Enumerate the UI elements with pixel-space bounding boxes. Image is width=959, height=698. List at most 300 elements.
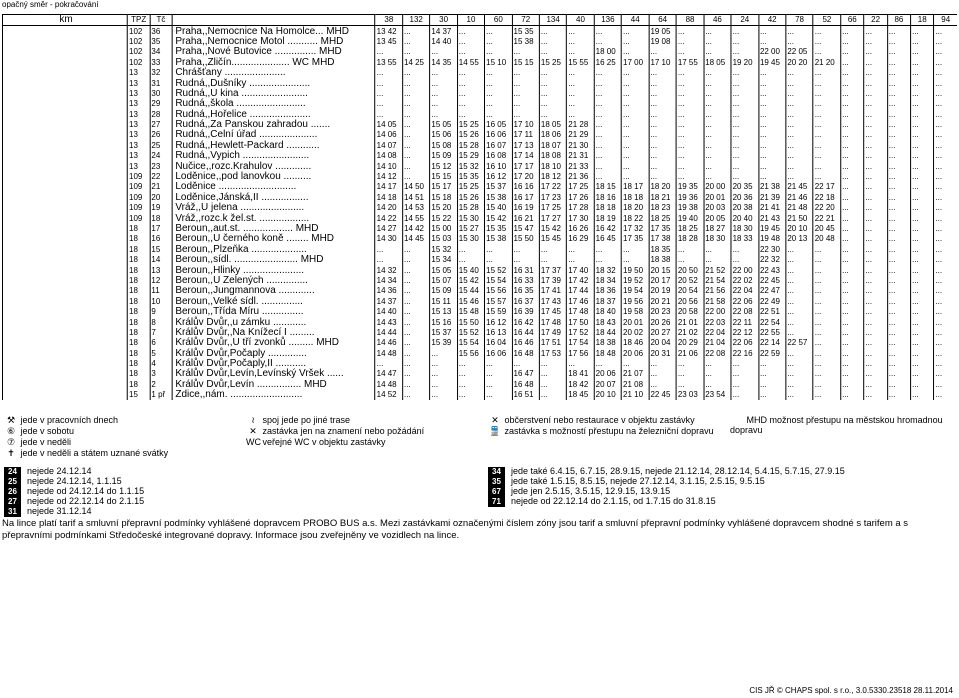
time-cell: 20 00: [704, 182, 731, 192]
tpz-cell: 13: [128, 68, 150, 78]
stop-name: Králův Dvůr,Počaply ..............: [172, 349, 375, 359]
time-cell: ...: [512, 359, 539, 369]
km-cell: [2, 172, 127, 182]
time-cell: 22 00: [704, 307, 731, 317]
time-cell: ...: [911, 265, 934, 275]
km-cell: [2, 37, 127, 47]
time-cell: ...: [934, 151, 957, 161]
time-cell: ...: [649, 141, 676, 151]
time-cell: 22 57: [786, 338, 813, 348]
time-cell: 15 50: [457, 317, 484, 327]
time-cell: ...: [841, 359, 864, 369]
time-cell: ...: [457, 369, 484, 379]
time-cell: ...: [864, 110, 887, 120]
time-cell: ...: [864, 120, 887, 130]
time-cell: ...: [567, 68, 594, 78]
time-cell: ...: [485, 380, 512, 390]
time-cell: 16 25: [594, 58, 621, 68]
time-cell: 21 33: [567, 161, 594, 171]
km-cell: [2, 286, 127, 296]
time-cell: 15 55: [567, 58, 594, 68]
header-train-number: 52: [813, 15, 840, 26]
legend-right: [488, 415, 718, 437]
km-cell: [2, 182, 127, 192]
table-row: [2, 182, 957, 192]
time-cell: ...: [704, 120, 731, 130]
time-cell: ...: [731, 78, 758, 88]
time-cell: ...: [813, 245, 840, 255]
time-cell: ...: [622, 89, 649, 99]
km-cell: [2, 245, 127, 255]
time-cell: ...: [539, 245, 566, 255]
time-cell: ...: [887, 141, 910, 151]
time-cell: ...: [704, 245, 731, 255]
tpz-cell: 102: [128, 37, 150, 47]
time-cell: 21 28: [567, 120, 594, 130]
time-cell: 15 06: [430, 130, 457, 140]
time-cell: ...: [813, 130, 840, 140]
time-cell: ...: [758, 172, 785, 182]
stop-name: Chrášťany ......................: [172, 68, 375, 78]
time-cell: ...: [567, 78, 594, 88]
time-cell: ...: [887, 161, 910, 171]
time-cell: ...: [934, 234, 957, 244]
time-cell: 15 54: [457, 338, 484, 348]
code-item: [488, 486, 958, 496]
time-cell: ...: [911, 307, 934, 317]
time-cell: ...: [813, 255, 840, 265]
time-cell: 15 39: [430, 338, 457, 348]
code-item: [4, 486, 474, 496]
time-cell: 17 35: [622, 234, 649, 244]
time-cell: ...: [864, 349, 887, 359]
time-cell: 15 13: [430, 307, 457, 317]
time-cell: 14 37: [375, 297, 402, 307]
time-cell: 18 18: [594, 203, 621, 213]
time-cell: ...: [841, 172, 864, 182]
time-cell: ...: [567, 47, 594, 57]
time-cell: 15 08: [430, 141, 457, 151]
time-cell: ...: [403, 37, 430, 47]
time-cell: 14 32: [375, 265, 402, 275]
time-cell: 20 52: [676, 276, 703, 286]
time-cell: 17 32: [622, 224, 649, 234]
time-cell: ...: [887, 317, 910, 327]
time-cell: 14 37: [430, 26, 457, 37]
time-cell: ...: [786, 297, 813, 307]
time-cell: 18 00: [594, 47, 621, 57]
time-cell: 15 45: [539, 234, 566, 244]
code-badge: 31: [4, 507, 21, 517]
time-cell: 17 51: [539, 338, 566, 348]
tpz-cell: 13: [128, 89, 150, 99]
time-cell: 17 40: [567, 265, 594, 275]
time-cell: 14 36: [375, 286, 402, 296]
time-cell: ...: [676, 78, 703, 88]
code-badge: 34: [488, 467, 505, 477]
time-cell: ...: [403, 390, 430, 400]
time-cell: ...: [841, 120, 864, 130]
time-cell: 21 36: [567, 172, 594, 182]
header-train-number: 88: [676, 15, 703, 26]
time-cell: ...: [786, 68, 813, 78]
time-cell: 18 41: [567, 369, 594, 379]
tpz-cell: 13: [128, 130, 150, 140]
km-cell: [2, 213, 127, 223]
stop-name: Beroun,,sídl. ....................... MHD: [172, 255, 375, 265]
time-cell: ...: [375, 99, 402, 109]
stop-name: Vráž,,U jelena .......................: [172, 203, 375, 213]
time-cell: ...: [864, 213, 887, 223]
time-cell: ...: [911, 99, 934, 109]
time-cell: 22 08: [704, 349, 731, 359]
time-cell: 22 04: [704, 328, 731, 338]
time-cell: 17 22: [539, 182, 566, 192]
time-cell: 20 29: [676, 338, 703, 348]
time-cell: 22 54: [758, 317, 785, 327]
time-cell: ...: [539, 78, 566, 88]
code-item: [4, 496, 474, 506]
time-cell: ...: [731, 99, 758, 109]
time-cell: ...: [457, 37, 484, 47]
time-cell: ...: [403, 359, 430, 369]
time-cell: ...: [864, 328, 887, 338]
header-tpz: TPZ: [128, 15, 150, 26]
time-cell: ...: [841, 265, 864, 275]
time-cell: ...: [887, 47, 910, 57]
time-cell: 15 52: [485, 265, 512, 275]
time-cell: 18 20: [649, 182, 676, 192]
time-cell: 15 46: [457, 297, 484, 307]
time-cell: ...: [813, 390, 840, 400]
time-cell: ...: [911, 328, 934, 338]
time-cell: 20 54: [676, 286, 703, 296]
table-row: [2, 193, 957, 203]
time-cell: 17 17: [512, 161, 539, 171]
time-cell: ...: [887, 120, 910, 130]
legend-item: [4, 426, 234, 437]
time-cell: 21 56: [704, 286, 731, 296]
time-cell: ...: [485, 47, 512, 57]
time-cell: ...: [758, 37, 785, 47]
time-cell: 14 35: [430, 58, 457, 68]
time-cell: 14 30: [375, 234, 402, 244]
time-cell: ...: [622, 172, 649, 182]
stop-name: Králův Dvůr,,u zámku ............: [172, 317, 375, 327]
tpz-cell: 18: [128, 349, 150, 359]
time-cell: 15 38: [485, 234, 512, 244]
time-cell: ...: [649, 369, 676, 379]
time-cell: 20 21: [649, 297, 676, 307]
tpz-cell: 109: [128, 193, 150, 203]
time-cell: ...: [457, 110, 484, 120]
stop-name: Beroun,,Plzeňka ....................: [172, 245, 375, 255]
time-cell: 15 10: [485, 58, 512, 68]
time-cell: ...: [934, 99, 957, 109]
tc-cell: 1 př: [150, 390, 172, 400]
time-cell: 22 21: [813, 213, 840, 223]
time-cell: 18 28: [676, 234, 703, 244]
stop-name: Praha,,Zličín..................... WC MHD: [172, 58, 375, 68]
time-cell: ...: [864, 390, 887, 400]
time-cell: 20 15: [649, 265, 676, 275]
time-cell: ...: [813, 151, 840, 161]
circle-7-icon: ⑦: [6, 437, 16, 447]
time-cell: ...: [676, 245, 703, 255]
time-cell: ...: [457, 99, 484, 109]
time-cell: ...: [934, 349, 957, 359]
km-cell: [2, 58, 127, 68]
time-cell: ...: [934, 245, 957, 255]
time-cell: ...: [841, 338, 864, 348]
time-cell: 15 05: [430, 265, 457, 275]
time-cell: ...: [622, 359, 649, 369]
time-cell: 14 22: [375, 213, 402, 223]
time-cell: 18 20: [622, 203, 649, 213]
time-cell: ...: [567, 26, 594, 37]
time-cell: ...: [813, 47, 840, 57]
time-cell: ...: [403, 47, 430, 57]
time-cell: ...: [813, 68, 840, 78]
time-cell: ...: [911, 245, 934, 255]
time-cell: ...: [934, 380, 957, 390]
time-cell: ...: [786, 161, 813, 171]
time-cell: ...: [403, 286, 430, 296]
table-row: [2, 110, 957, 120]
time-cell: 15 42: [485, 213, 512, 223]
time-cell: 15 11: [430, 297, 457, 307]
time-cell: ...: [841, 89, 864, 99]
time-cell: 15 57: [485, 297, 512, 307]
time-cell: 22 55: [758, 328, 785, 338]
time-cell: 15 30: [457, 234, 484, 244]
tc-cell: 20: [150, 193, 172, 203]
time-cell: 19 35: [676, 182, 703, 192]
time-cell: ...: [485, 99, 512, 109]
time-cell: 22 00: [758, 47, 785, 57]
time-cell: 18 35: [649, 245, 676, 255]
header-km: km: [2, 15, 127, 26]
header-train-number: 64: [649, 15, 676, 26]
x-icon: ✕: [249, 426, 257, 436]
time-cell: ...: [622, 130, 649, 140]
code-text: jede také 1.5.15, 8.5.15, nejede 27.12.14, 3.1.15, 2.5.15, 9.5.15: [511, 476, 765, 486]
time-cell: 19 50: [622, 265, 649, 275]
hammer-icon: ⚒: [6, 415, 16, 425]
tc-cell: 17: [150, 224, 172, 234]
time-cell: ...: [457, 78, 484, 88]
time-cell: 17 23: [539, 193, 566, 203]
code-item: [488, 466, 958, 476]
time-cell: ...: [676, 120, 703, 130]
time-cell: 20 40: [731, 213, 758, 223]
time-cell: ...: [430, 99, 457, 109]
table-row: [2, 120, 957, 130]
code-text: nejede 31.12.14: [27, 506, 92, 516]
tc-cell: 26: [150, 130, 172, 140]
time-cell: 20 06: [594, 369, 621, 379]
time-cell: ...: [911, 193, 934, 203]
time-cell: 21 20: [813, 58, 840, 68]
time-cell: ...: [934, 286, 957, 296]
time-cell: 21 10: [622, 390, 649, 400]
stop-name: Rudná,,Hořelice ......................: [172, 110, 375, 120]
time-cell: ...: [934, 203, 957, 213]
time-cell: 20 26: [649, 317, 676, 327]
tariff-note: Na lince platí tarif a smluvní přepravní podmínky vyhlášené dopravcem PROBO BUS a.s. Mezi zastávkami označenými číslem zóny jsou tarif a smluvní přepravní podmínky vyhlášené dopravcem shodné s tarifem a s přepravními podmínkami Středočeské integrované dopravy. Informace jsou zveřejněny ve vozidlech na lince.: [2, 518, 909, 541]
time-cell: 22 43: [758, 265, 785, 275]
time-cell: 21 48: [786, 203, 813, 213]
time-cell: ...: [731, 141, 758, 151]
time-cell: ...: [758, 68, 785, 78]
time-cell: 15 56: [485, 286, 512, 296]
time-cell: ...: [539, 390, 566, 400]
time-cell: 16 10: [485, 161, 512, 171]
time-cell: 22 06: [731, 297, 758, 307]
time-cell: ...: [786, 390, 813, 400]
table-row: [2, 307, 957, 317]
time-cell: ...: [813, 89, 840, 99]
tc-cell: 36: [150, 26, 172, 37]
time-cell: 16 16: [512, 182, 539, 192]
time-cell: ...: [864, 161, 887, 171]
time-cell: 15 32: [457, 161, 484, 171]
time-cell: 16 07: [485, 141, 512, 151]
stop-name: Zdice,,nám. ..........................: [172, 390, 375, 400]
time-cell: 15 37: [430, 328, 457, 338]
time-cell: ...: [731, 172, 758, 182]
table-row: [2, 328, 957, 338]
time-cell: ...: [403, 276, 430, 286]
time-cell: ...: [758, 359, 785, 369]
time-cell: ...: [539, 68, 566, 78]
tc-cell: 28: [150, 110, 172, 120]
time-cell: ...: [911, 47, 934, 57]
time-cell: 14 48: [375, 380, 402, 390]
time-cell: 17 25: [539, 203, 566, 213]
time-cell: ...: [594, 68, 621, 78]
time-cell: 21 06: [676, 349, 703, 359]
time-cell: 15 50: [512, 234, 539, 244]
table-row: [2, 99, 957, 109]
time-cell: ...: [704, 78, 731, 88]
time-cell: 15 37: [485, 182, 512, 192]
time-cell: ...: [887, 203, 910, 213]
time-cell: 20 19: [649, 286, 676, 296]
time-cell: 14 18: [375, 193, 402, 203]
stop-name: Vráž,,rozc.k žel.st. ..................: [172, 213, 375, 223]
time-cell: ...: [841, 182, 864, 192]
time-cell: 18 30: [704, 234, 731, 244]
tpz-cell: 102: [128, 26, 150, 37]
time-cell: ...: [704, 47, 731, 57]
time-cell: ...: [864, 203, 887, 213]
stop-name: Beroun,,Hlinky ......................: [172, 265, 375, 275]
stop-name: Rudná,,Vypich ........................: [172, 151, 375, 161]
time-cell: 22 16: [731, 349, 758, 359]
time-cell: ...: [375, 245, 402, 255]
time-cell: ...: [786, 245, 813, 255]
time-cell: 18 05: [539, 120, 566, 130]
table-row: [2, 245, 957, 255]
time-cell: ...: [911, 255, 934, 265]
time-cell: 17 28: [567, 203, 594, 213]
table-row: [2, 317, 957, 327]
time-cell: 19 05: [649, 26, 676, 37]
time-cell: 19 56: [622, 297, 649, 307]
tpz-cell: 13: [128, 151, 150, 161]
tpz-cell: 18: [128, 245, 150, 255]
time-cell: 20 13: [786, 234, 813, 244]
time-cell: 19 58: [622, 307, 649, 317]
time-cell: ...: [813, 110, 840, 120]
time-cell: ...: [430, 68, 457, 78]
time-cell: ...: [934, 369, 957, 379]
time-cell: ...: [457, 47, 484, 57]
circle-6-icon: ⑥: [6, 426, 16, 436]
time-cell: 22 17: [813, 182, 840, 192]
legend-item: [246, 426, 476, 437]
time-cell: 14 40: [430, 37, 457, 47]
time-cell: 16 26: [567, 224, 594, 234]
km-cell: [2, 307, 127, 317]
time-cell: 20 58: [676, 307, 703, 317]
time-cell: ...: [539, 37, 566, 47]
km-cell: [2, 265, 127, 275]
time-cell: ...: [649, 380, 676, 390]
time-cell: ...: [485, 255, 512, 265]
time-cell: ...: [786, 151, 813, 161]
time-cell: 22 03: [704, 317, 731, 327]
time-cell: ...: [864, 276, 887, 286]
time-cell: ...: [864, 317, 887, 327]
time-cell: ...: [887, 307, 910, 317]
time-cell: 15 07: [430, 276, 457, 286]
time-cell: 17 39: [539, 276, 566, 286]
time-cell: ...: [622, 255, 649, 265]
header-train-number: 38: [375, 15, 402, 26]
time-cell: ...: [934, 78, 957, 88]
time-cell: 14 55: [403, 213, 430, 223]
time-cell: ...: [539, 99, 566, 109]
time-cell: ...: [786, 349, 813, 359]
time-cell: 15 18: [430, 193, 457, 203]
time-cell: 17 10: [649, 58, 676, 68]
time-cell: 14 12: [375, 172, 402, 182]
time-cell: ...: [539, 89, 566, 99]
tc-cell: 21: [150, 182, 172, 192]
time-cell: 18 40: [594, 307, 621, 317]
time-cell: 14 42: [403, 224, 430, 234]
time-cell: 16 39: [512, 307, 539, 317]
time-cell: ...: [403, 317, 430, 327]
time-cell: ...: [911, 182, 934, 192]
table-row: [2, 172, 957, 182]
time-cell: 22 04: [731, 286, 758, 296]
time-cell: ...: [934, 317, 957, 327]
time-cell: ...: [622, 151, 649, 161]
table-row: [2, 276, 957, 286]
tpz-cell: 13: [128, 110, 150, 120]
time-cell: ...: [539, 110, 566, 120]
time-cell: ...: [934, 328, 957, 338]
tc-cell: 27: [150, 120, 172, 130]
header-train-number: 22: [864, 15, 887, 26]
time-cell: ...: [512, 89, 539, 99]
km-cell: [2, 68, 127, 78]
time-cell: ...: [864, 141, 887, 151]
time-cell: ...: [911, 297, 934, 307]
